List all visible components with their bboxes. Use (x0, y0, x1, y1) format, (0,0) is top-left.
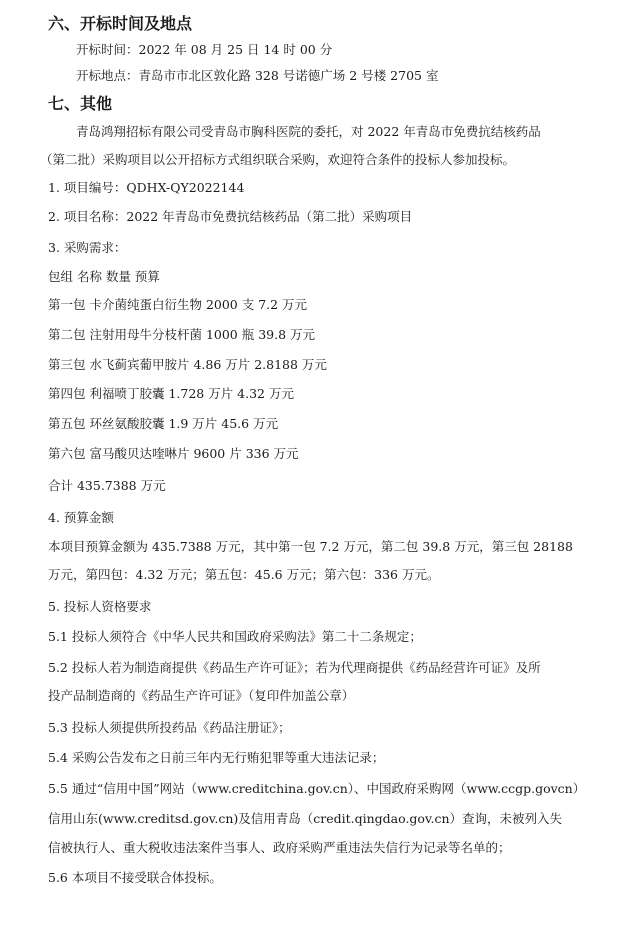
project-number: 1. 项目编号：QDHX-QY2022144 (48, 180, 245, 195)
budget-paragraph-line-2: 万元，第四包：4.32 万元；第五包：45.6 万元；第六包：336 万元。 (48, 567, 440, 582)
qualification-item: 5.6 本项目不接受联合体投标。 (48, 870, 222, 885)
procurement-needs-title: 3. 采购需求： (48, 240, 127, 255)
qualification-item: 5.3 投标人须提供所投药品《药品注册证》； (48, 720, 291, 735)
qualification-item-continued: 信被执行人、重大税收违法案件当事人、政府采购严重违法失信行为记录等名单的； (48, 840, 511, 855)
section-6-heading: 六、开标时间及地点 (48, 14, 193, 33)
qualification-item: 5.4 采购公告发布之日前三年内无行贿犯罪等重大违法记录； (48, 750, 385, 765)
lot-row: 第五包 环丝氨酸胶囊 1.9 万片 45.6 万元 (48, 416, 279, 431)
budget-total: 合计 435.7388 万元 (48, 478, 166, 493)
lot-row: 第一包 卡介菌纯蛋白衍生物 2000 支 7.2 万元 (48, 297, 308, 312)
bid-opening-time: 开标时间：2022 年 08 月 25 日 14 时 00 分 (76, 42, 333, 57)
bid-opening-place: 开标地点：青岛市市北区敦化路 328 号诺德广场 2 号楼 2705 室 (76, 68, 439, 83)
qualification-item: 5.1 投标人须符合《中华人民共和国政府采购法》第二十二条规定； (48, 629, 422, 644)
qualification-item: 5.5 通过“信用中国”网站（www.creditchina.gov.cn）、中国政府采购网（www.ccgp.govcn） (48, 781, 586, 796)
budget-paragraph-line-1: 本项目预算金额为 435.7388 万元，其中第一包 7.2 万元，第二包 39.8 万元，第三包 28188 (48, 539, 573, 554)
budget-title: 4. 预算金额 (48, 510, 114, 525)
lot-row: 第三包 水飞蓟宾葡甲胺片 4.86 万片 2.8188 万元 (48, 357, 327, 372)
lot-row: 第二包 注射用母牛分枝杆菌 1000 瓶 39.8 万元 (48, 327, 316, 342)
lot-table-header: 包组 名称 数量 预算 (48, 269, 160, 284)
qualification-item-continued: 投产品制造商的《药品生产许可证》（复印件加盖公章） (48, 688, 355, 703)
project-name: 2. 项目名称：2022 年青岛市免费抗结核药品（第二批）采购项目 (48, 209, 413, 224)
section-7-heading: 七、其他 (48, 94, 113, 113)
lot-row: 第四包 利福喷丁胶囊 1.728 万片 4.32 万元 (48, 386, 294, 401)
qualification-item: 5.2 投标人若为制造商提供《药品生产许可证》；若为代理商提供《药品经营许可证》及所 (48, 660, 541, 675)
lot-row: 第六包 富马酸贝达喹啉片 9600 片 336 万元 (48, 446, 299, 461)
qualification-item-continued: 信用山东(www.creditsd.gov.cn)及信用青岛（credit.qingdao.gov.cn）查询，未被列入失 (48, 811, 563, 826)
intro-paragraph-line-2: （第二批）采购项目以公开招标方式组织联合采购，欢迎符合条件的投标人参加投标。 (40, 152, 516, 167)
qualification-title: 5. 投标人资格要求 (48, 599, 152, 614)
intro-paragraph-line-1: 青岛鸿翔招标有限公司受青岛市胸科医院的委托，对 2022 年青岛市免费抗结核药品 (76, 124, 541, 139)
